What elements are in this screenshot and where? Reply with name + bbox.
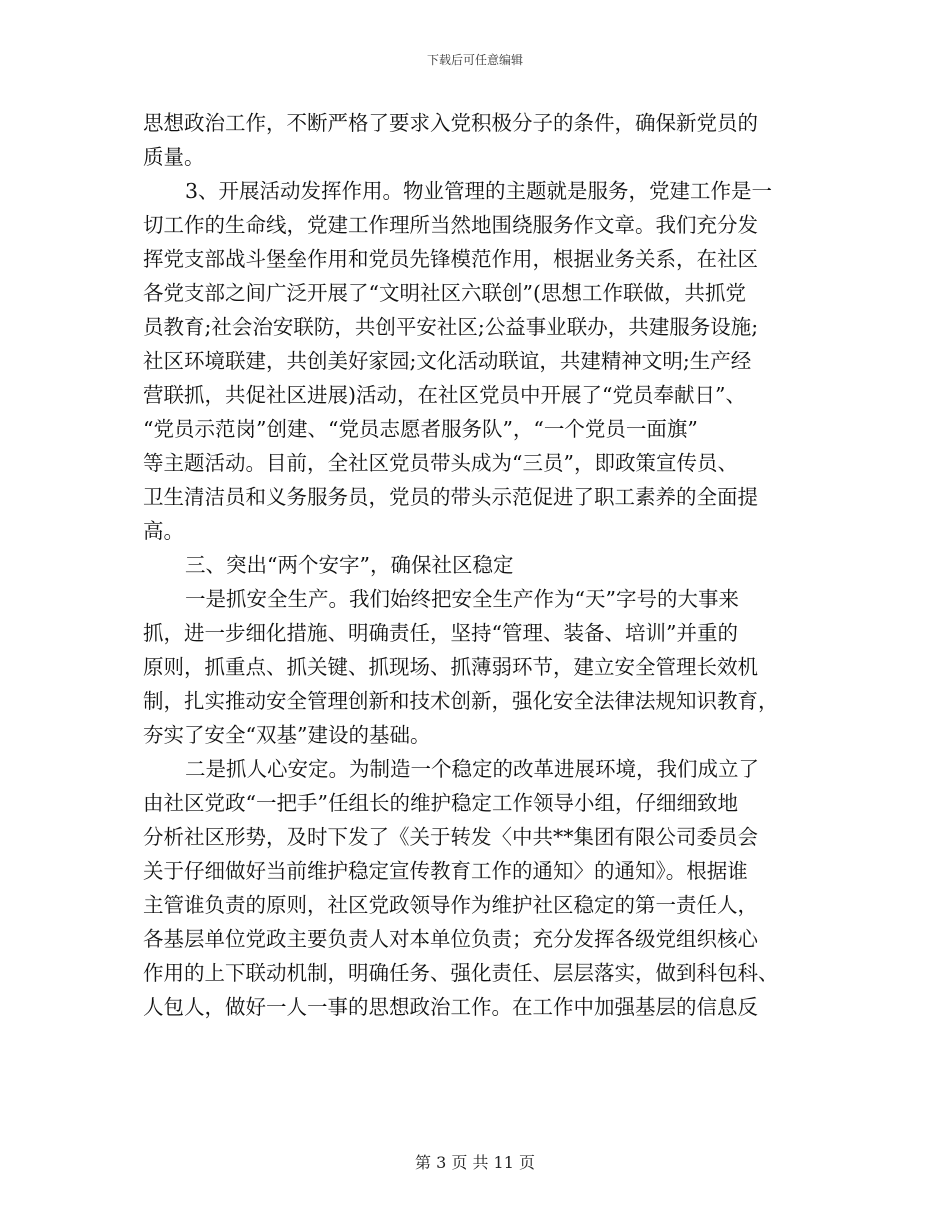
text-line: 营联抓，共促社区进展)活动，在社区党员中开展了“党员奉献日”、 [143, 383, 746, 407]
text-line: 关于仔细做好当前维护稳定宣传教育工作的通知〉的通知》。根据谁 [143, 859, 748, 883]
text-line: 3、开展活动发挥作用。物业管理的主题就是服务，党建工作是一 [185, 179, 773, 203]
text-line: 作用的上下联动机制，明确任务、强化责任、层层落实，做到科包科、 [143, 961, 779, 985]
text-line: 分析社区形势，及时下发了《关于转发〈中共**集团有限公司委员会 [143, 825, 758, 849]
text-line: 各党支部之间广泛开展了“文明社区六联创”(思想工作联做，共抓党 [143, 281, 746, 305]
text-line: 切工作的生命线，党建工作理所当然地围绕服务作文章。我们充分发 [143, 213, 758, 237]
text-line: 制，扎实推动安全管理创新和技术创新，强化安全法律法规知识教育， [143, 689, 779, 713]
section-heading: 三、突出“两个安字”，确保社区稳定 [185, 553, 514, 577]
text-line: 思想政治工作，不断严格了要求入党积极分子的条件，确保新党员的 [143, 111, 758, 135]
text-line: 抓，进一步细化措施、明确责任，坚持“管理、装备、培训”并重的 [143, 621, 738, 645]
page-footer: 第 3 页 共 11 页 [415, 1153, 535, 1172]
text-line: 挥党支部战斗堡垒作用和党员先锋模范作用，根据业务关系，在社区 [143, 247, 758, 271]
text-line: 主管谁负责的原则，社区党政领导作为维护社区稳定的第一责任人， [143, 893, 758, 917]
document-body [143, 106, 803, 1024]
text-line: 社区环境联建，共创美好家园;文化活动联谊，共建精神文明;生产经 [143, 349, 752, 373]
text-line: 高。 [143, 519, 184, 543]
text-line: 由社区党政“一把手”任组长的维护稳定工作领导小组，仔细细致地 [143, 791, 738, 815]
text-line: 一是抓安全生产。我们始终把安全生产作为“天”字号的大事来 [185, 587, 739, 611]
text-line: 各基层单位党政主要负责人对本单位负责；充分发挥各级党组织核心 [143, 927, 758, 951]
text-line: 二是抓人心安定。为制造一个稳定的改革进展环境，我们成立了 [185, 757, 759, 781]
page-header: 下载后可任意编辑 [426, 53, 523, 67]
text-line: “党员示范岗”创建、“党员志愿者服务队”，“一个党员一面旗” [143, 417, 698, 441]
text-line: 原则，抓重点、抓关键、抓现场、抓薄弱环节，建立安全管理长效机 [143, 655, 758, 679]
text-line: 夯实了安全“双基”建设的基础。 [143, 723, 431, 747]
text-line: 卫生清洁员和义务服务员，党员的带头示范促进了职工素养的全面提 [143, 485, 758, 509]
text-line: 质量。 [143, 145, 205, 169]
text-line: 等主题活动。目前，全社区党员带头成为“三员”，即政策宣传员、 [143, 451, 738, 475]
text-line: 人包人，做好一人一事的思想政治工作。在工作中加强基层的信息反 [143, 995, 758, 1019]
text-line: 员教育;社会治安联防，共创平安社区;公益事业联办，共建服务设施; [143, 315, 759, 339]
